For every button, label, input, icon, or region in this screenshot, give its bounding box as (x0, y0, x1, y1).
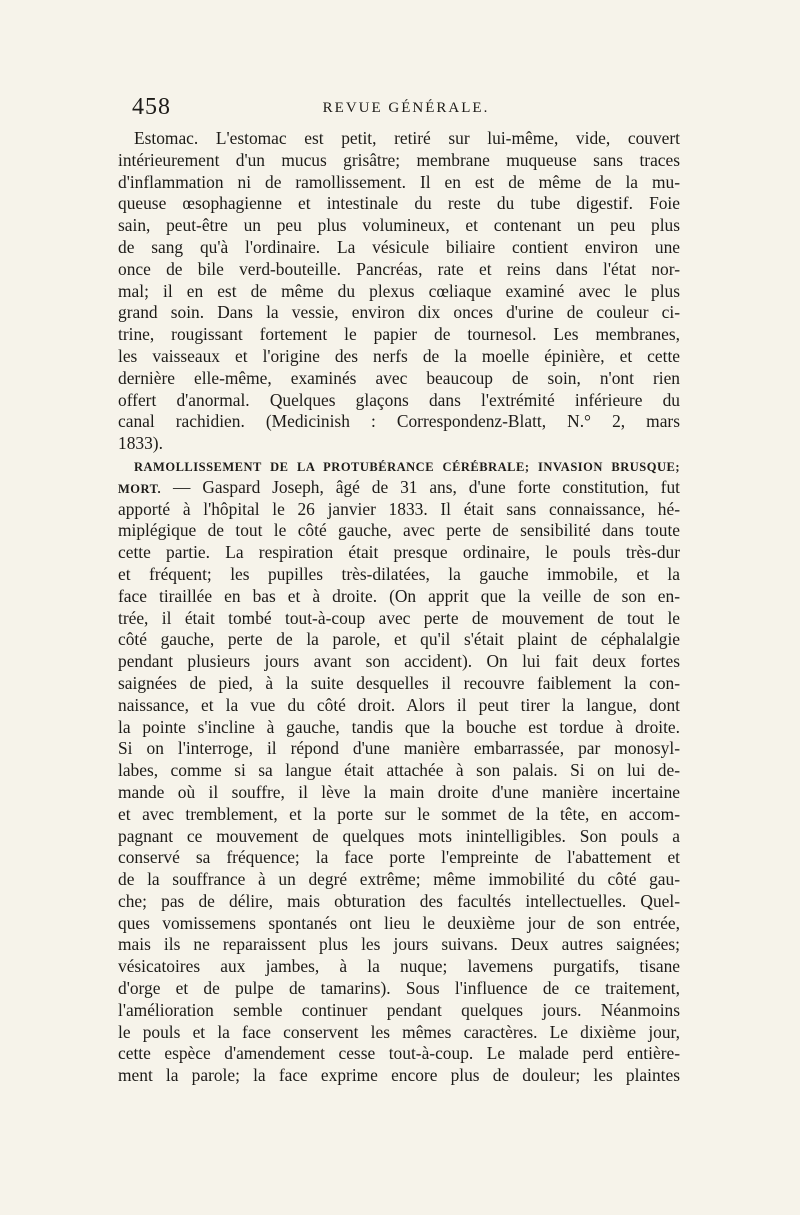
running-head (132, 94, 680, 124)
text-line: once de bile verd-bouteille. Pancréas, rate et reins dans l'état nor- (118, 258, 680, 279)
text-line: et fréquent; les pupilles très-dilatées, la gauche immobile, et la (118, 563, 680, 584)
first-line-rest: — Gaspard Joseph, âgé de 31 ans, d'une forte constitution, fut (173, 476, 680, 497)
text-line: miplégique de tout le côté gauche, avec perte de sensibilité dans toute (118, 520, 680, 541)
text-line: les vaisseaux et l'origine des nerfs de la moelle épinière, et cette (118, 345, 680, 366)
text-line: d'orge et de pulpe de tamarins). Sous l'influence de ce traitement, (118, 978, 680, 999)
text-line: vésicatoires aux jambes, à la nuque; lavemens purgatifs, tisane (118, 956, 680, 977)
text-line: conservé sa fréquence; la face porte l'empreinte de l'abattement et (118, 847, 680, 868)
text-line: trine, rougissant fortement le papier de tournesol. Les membranes, (118, 324, 680, 345)
text-line (118, 477, 680, 499)
text-line: che; pas de délire, mais obturation des facultés intellectuelles. Quel- (118, 890, 680, 911)
text-line: de la souffrance à un degré extrême; même immobilité du côté gau- (118, 869, 680, 890)
text-line: l'amélioration semble continuer pendant quelques jours. Néanmoins (118, 999, 680, 1020)
section-heading-end: MORT. (118, 481, 162, 496)
text-line: sain, peut-être un peu plus volumineux, et contenant un peu plus (118, 215, 680, 236)
text-line: saignées de pied, à la suite desquelles il recouvre faiblement la con- (118, 672, 680, 693)
text-line: offert d'anormal. Quelques glaçons dans l'extrémité inférieure du (118, 389, 680, 410)
text-line: canal rachidien. (Medicinish : Correspondenz-Blatt, N.° 2, mars (118, 411, 680, 432)
text-line: intérieurement d'un mucus grisâtre; membrane muqueuse sans traces (118, 149, 680, 170)
text-line: de sang qu'à l'ordinaire. La vésicule biliaire contient environ une (118, 236, 680, 257)
text-line: dernière elle-même, examinés avec beaucoup de soin, n'ont rien (118, 367, 680, 388)
text-line: naissance, et la vue du côté droit. Alors il peut tirer la langue, dont (118, 694, 680, 715)
text-line: d'inflammation ni de ramollissement. Il en est de même de la mu- (118, 171, 680, 192)
section-heading (118, 455, 680, 477)
text-line: le pouls et la face conservent les mêmes caractères. Le dixième jour, (118, 1021, 680, 1042)
text-line: cette espèce d'amendement cesse tout-à-coup. Le malade perd entière- (118, 1043, 680, 1064)
text-line: queuse œsophagienne et intestinale du reste du tube digestif. Foie (118, 193, 680, 214)
body-text (118, 128, 680, 1087)
text-line: ment la parole; la face exprime encore plus de douleur; les plaintes (118, 1065, 680, 1086)
text-line: ques vomissemens spontanés ont lieu le deuxième jour de son entrée, (118, 912, 680, 933)
paragraph-case-report (118, 455, 680, 1087)
text-line: et avec tremblement, et la porte sur le sommet de la tête, en accom- (118, 803, 680, 824)
text-line: trée, il était tombé tout-à-coup avec perte de mouvement de tout le (118, 607, 680, 628)
text-line: mais ils ne reparaissent plus les jours suivans. Deux autres saignées; (118, 934, 680, 955)
text-line: Si on l'interroge, il répond d'une manière embarrassée, par monosyl- (118, 738, 680, 759)
text-line: pagnant ce mouvement de quelques mots inintelligibles. Son pouls a (118, 825, 680, 846)
text-line: labes, comme si sa langue était attachée à son palais. Si on lui de- (118, 760, 680, 781)
section-heading-text: RAMOLLISSEMENT DE LA PROTUBÉRANCE CÉRÉBRALE; INVASION BRUSQUE; (134, 459, 680, 474)
paragraph-stomach (118, 128, 680, 455)
text-line: 1833). (118, 433, 163, 454)
text-line: mal; il en est de même du plexus cœliaque examiné avec le plus (118, 280, 680, 301)
page-number: 458 (132, 94, 171, 120)
text-line: pendant plusieurs jours avant son accident). On lui fait deux fortes (118, 651, 680, 672)
text-line: cette partie. La respiration était presque ordinaire, le pouls très-dur (118, 542, 680, 563)
text-line: côté gauche, perte de la parole, et qu'il s'était plaint de céphalalgie (118, 629, 680, 650)
text-line: la pointe s'incline à gauche, tandis que la bouche est tordue à droite. (118, 716, 680, 737)
text-line: Estomac. L'estomac est petit, retiré sur lui-même, vide, couvert (134, 128, 680, 148)
text-line: face tiraillée en bas et à droite. (On apprit que la veille de son en- (118, 585, 680, 606)
running-title: REVUE GÉNÉRALE. (322, 100, 490, 116)
text-line: grand soin. Dans la vessie, environ dix onces d'urine de couleur ci- (118, 302, 680, 323)
text-line: apporté à l'hôpital le 26 janvier 1833. Il était sans connaissance, hé- (118, 498, 680, 519)
text-line: mande où il souffre, il lève la main droite d'une manière incertaine (118, 781, 680, 802)
